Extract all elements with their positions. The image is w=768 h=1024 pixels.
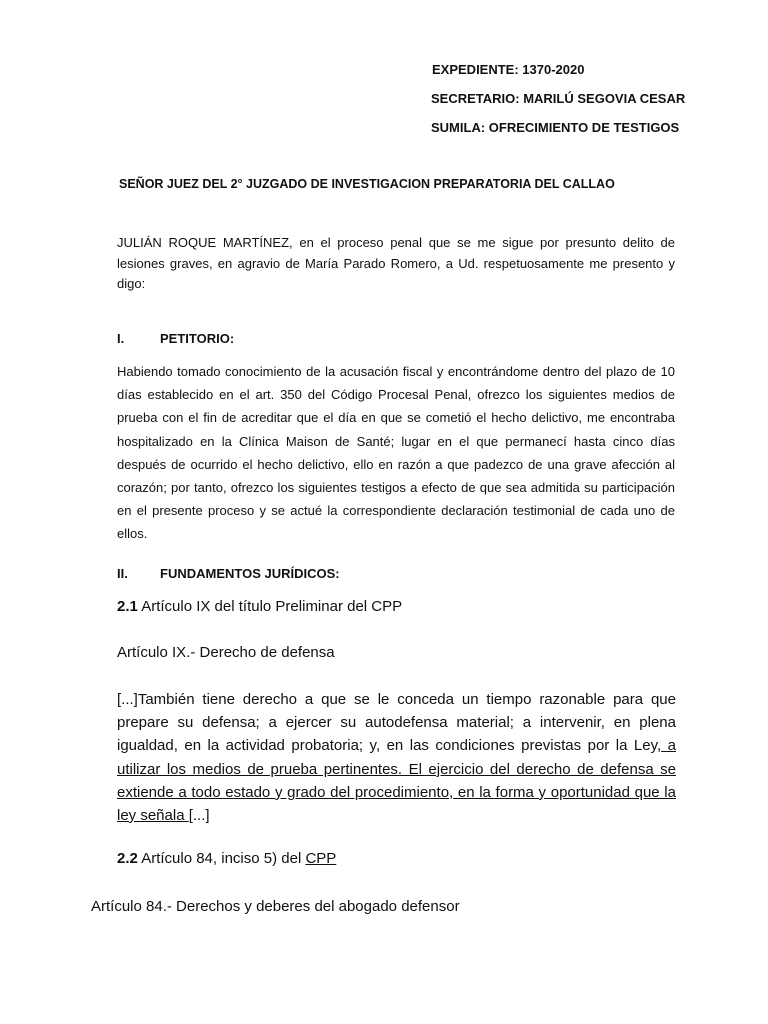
- secretario-line: SECRETARIO: MARILÚ SEGOVIA CESAR: [431, 91, 686, 106]
- intro-paragraph: JULIÁN ROQUE MARTÍNEZ, en el proceso penal que se me sigue por presunto delito de lesiones graves, en agravio de María Parado Romero, a Ud. respetuosamente me presento y digo:: [117, 235, 675, 291]
- quote-ellipsis: [...]: [188, 807, 210, 825]
- cpp-link[interactable]: CPP: [305, 850, 337, 867]
- section-1-title: PETITORIO:: [160, 331, 235, 346]
- petitorio-paragraph: Habiendo tomado conocimiento de la acusación fiscal y encontrándome dentro del plazo de 10 días establecido en el art. 350 del Código Procesal Penal, ofrezco los siguientes medios de prueba con el fin de acreditar que el día en que se cometió el hecho delictivo, me encontraba hospitalizado en la Clínica Maison de Santé; lugar en el que permanecí hasta cinco días después de ocurrido el hecho delictivo, ello en razón a que padezco de una grave afección al corazón; por tanto, ofrezco los siguientes testigos a efecto de que sea admitida su participación en el presente proceso y se actué la correspondiente declaración testimonial de cada uno de ellos.: [117, 364, 675, 542]
- section-2-title: FUNDAMENTOS JURÍDICOS:: [160, 566, 340, 581]
- subsection-2-2-text: Artículo 84, inciso 5) del: [137, 850, 306, 867]
- addressee-heading: SEÑOR JUEZ DEL 2° JUZGADO DE INVESTIGACION PREPARATORIA DEL CALLAO: [119, 177, 615, 191]
- article-ix-title: Artículo IX.- Derecho de defensa: [117, 644, 335, 661]
- quote-underlined-text: a utilizar los medios de prueba pertinentes. El ejercicio del derecho de defensa se extiende a todo estado y grado del procedimiento, en la forma y oportunidad que la ley señala: [117, 737, 676, 825]
- subsection-2-1-text: Artículo IX del título Preliminar del CPP: [137, 598, 403, 615]
- subsection-2-2-heading: [117, 850, 336, 867]
- subsection-2-1-number: 2.1: [117, 598, 138, 615]
- article-84-title: Artículo 84.- Derechos y deberes del abogado defensor: [91, 898, 460, 915]
- expediente-line: EXPEDIENTE: 1370-2020: [432, 62, 585, 77]
- section-1-number: I.: [117, 331, 125, 346]
- section-2-number: II.: [117, 566, 128, 581]
- sumila-line: SUMILA: OFRECIMIENTO DE TESTIGOS: [431, 120, 680, 135]
- quote-plain-text: [...]También tiene derecho a que se le conceda un tiempo razonable para que prepare su defensa; a ejercer su autodefensa material; a intervenir, en plena igualdad, en la actividad probatoria; y, en las condiciones previstas por la Ley,: [117, 691, 676, 755]
- subsection-2-1-heading: [117, 598, 402, 615]
- article-ix-quote: [117, 688, 676, 827]
- subsection-2-2-number: 2.2: [117, 850, 138, 867]
